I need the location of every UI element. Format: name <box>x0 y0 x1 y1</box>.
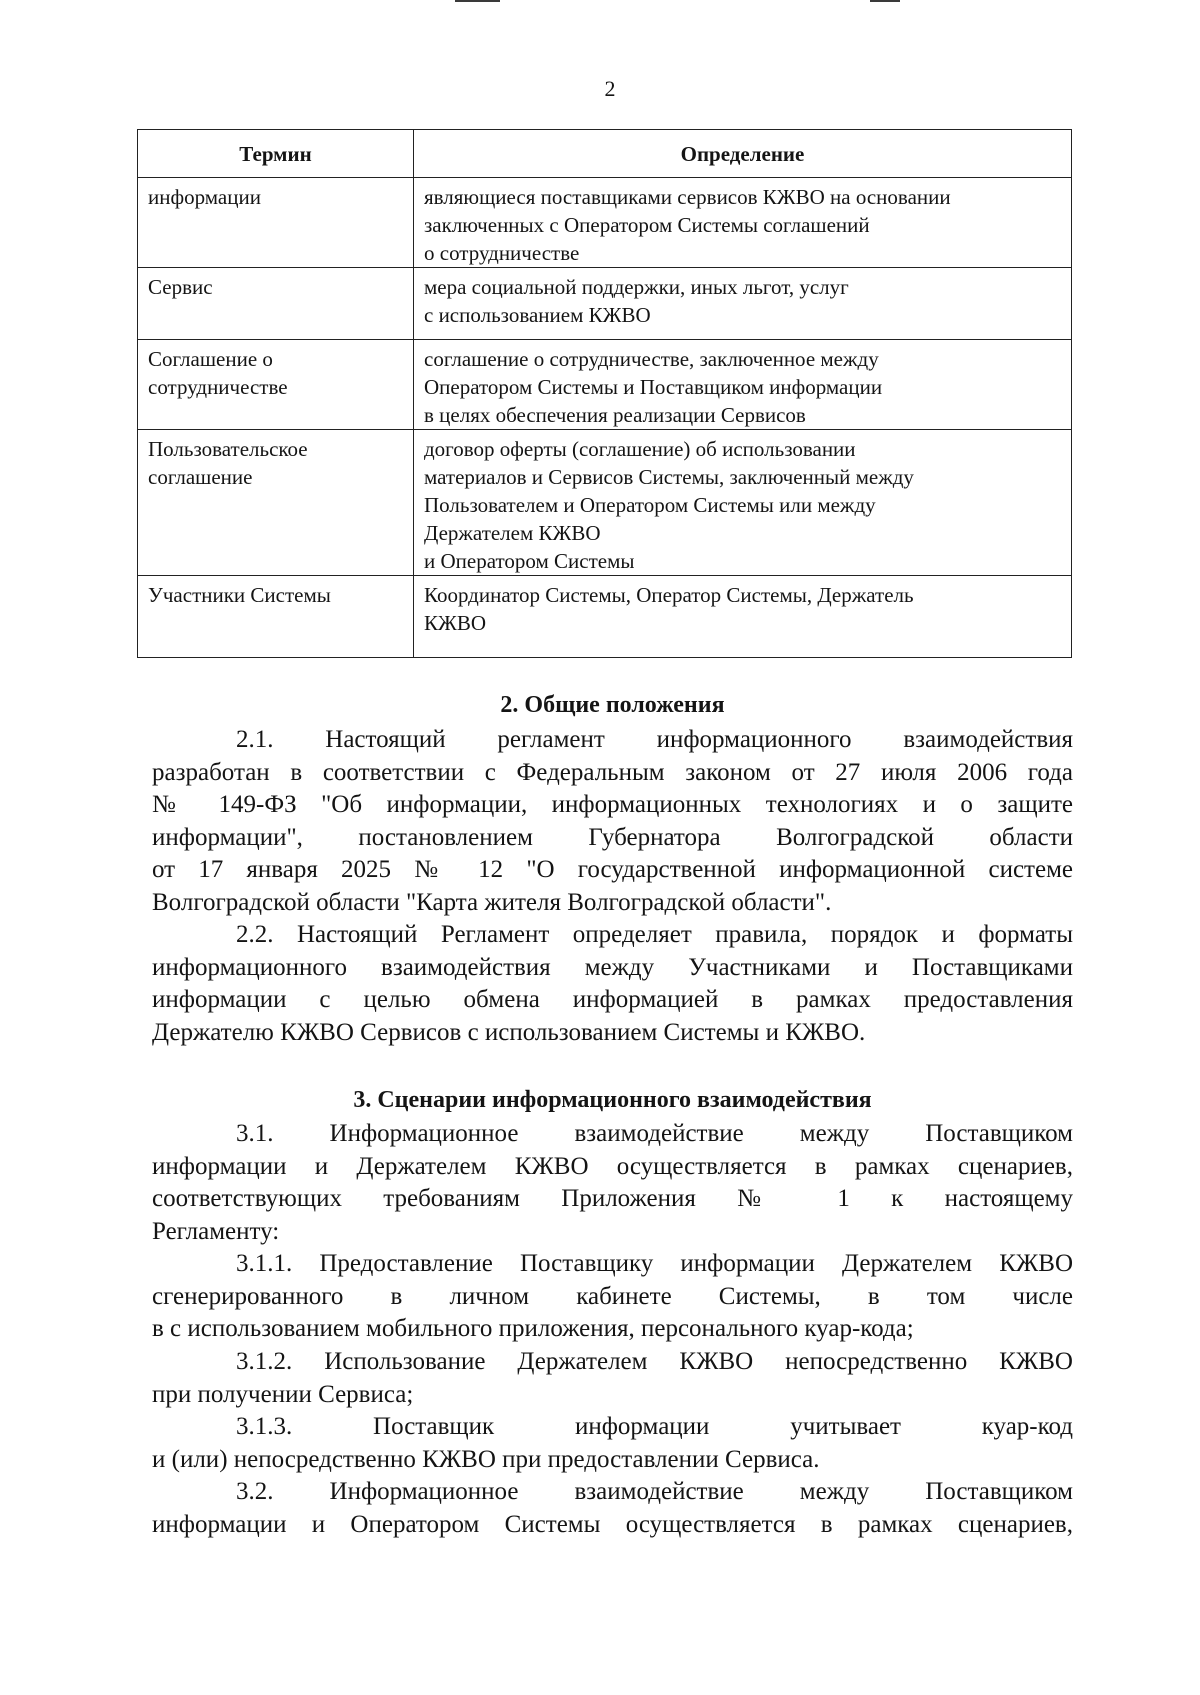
text-line: сгенерированного в личном кабинете Системы, в том числе <box>152 1282 1073 1310</box>
term-cell <box>138 178 414 268</box>
term-cell <box>138 430 414 576</box>
term-line: Пользовательское <box>148 437 308 461</box>
table-header-row <box>138 130 1072 178</box>
term-line: Сервис <box>148 275 213 299</box>
paragraph-2-2 <box>152 919 1073 1049</box>
definition-line: о сотрудничестве <box>424 241 580 265</box>
definition-line: являющиеся поставщиками сервисов КЖВО на основании <box>424 185 951 209</box>
paragraph-3-2 <box>152 1476 1073 1541</box>
text-line: 3.2. Информационное взаимодействие между Поставщиком <box>236 1478 1073 1505</box>
definition-cell <box>414 340 1072 430</box>
paragraph-2-1 <box>152 724 1073 919</box>
table-row <box>138 340 1072 430</box>
definition-line: Пользователем и Оператором Системы или между <box>424 493 876 517</box>
scan-artifact-left <box>455 0 500 2</box>
term-line: информации <box>148 185 261 209</box>
paragraph-3-1-2 <box>152 1346 1073 1411</box>
definition-line: с использованием КЖВО <box>424 303 651 327</box>
definition-line: договор оферты (соглашение) об использовании <box>424 437 856 461</box>
text-line: информации и Оператором Системы осуществляется в рамках сценариев, <box>152 1510 1073 1538</box>
text-line: разработан в соответствии с Федеральным законом от 27 июля 2006 года <box>152 758 1073 786</box>
header-definition: Определение <box>414 130 1072 178</box>
definition-line: Координатор Системы, Оператор Системы, Держатель <box>424 583 914 607</box>
term-line: сотрудничестве <box>148 375 288 399</box>
text-line: в с использованием мобильного приложения, персонального куар-кода; <box>152 1315 914 1342</box>
term-cell <box>138 340 414 430</box>
text-line: Держателю КЖВО Сервисов с использованием Системы и КЖВО. <box>152 1018 866 1046</box>
definition-cell <box>414 430 1072 576</box>
text-line: информации с целью обмена информацией в рамках предоставления <box>152 986 1073 1013</box>
table-row <box>138 268 1072 340</box>
term-line: Соглашение о <box>148 347 273 371</box>
table-row <box>138 576 1072 658</box>
text-line: 2.1. Настоящий регламент информационного взаимодействия <box>236 726 1073 753</box>
text-line: информационного взаимодействия между Участниками и Поставщиками <box>152 953 1073 981</box>
paragraph-3-1 <box>152 1118 1073 1248</box>
definition-cell <box>414 268 1072 340</box>
table-row <box>138 178 1072 268</box>
text-line: 3.1.2. Использование Держателем КЖВО непосредственно КЖВО <box>236 1348 1073 1375</box>
text-line: соответствующих требованиям Приложения № 1 к настоящему <box>152 1185 1073 1212</box>
definition-line: мера социальной поддержки, иных льгот, услуг <box>424 275 849 299</box>
definition-cell <box>414 576 1072 658</box>
term-line: соглашение <box>148 465 253 489</box>
definition-line: соглашение о сотрудничестве, заключенное между <box>424 347 879 371</box>
text-line: информации и Держателем КЖВО осуществляется в рамках сценариев, <box>152 1152 1073 1180</box>
definition-line: и Оператором Системы <box>424 549 635 573</box>
text-line: и (или) непосредственно КЖВО при предоставлении Сервиса. <box>152 1445 820 1473</box>
text-line: при получении Сервиса; <box>152 1380 414 1408</box>
section-2-heading: 2. Общие положения <box>500 692 725 718</box>
section-3-heading: 3. Сценарии информационного взаимодействия <box>353 1087 872 1113</box>
term-line: Участники Системы <box>148 583 331 607</box>
term-cell <box>138 576 414 658</box>
scan-artifact-right <box>870 0 900 2</box>
text-line: 2.2. Настоящий Регламент определяет правила, порядок и форматы <box>236 921 1073 948</box>
term-cell <box>138 268 414 340</box>
definition-line: Оператором Системы и Поставщиком информации <box>424 375 883 399</box>
text-line: № 149-ФЗ "Об информации, информационных технологиях и о защите <box>152 791 1073 818</box>
text-line: информации", постановлением Губернатора Волгоградской области <box>152 823 1073 851</box>
text-line: 3.1. Информационное взаимодействие между Поставщиком <box>236 1120 1073 1147</box>
paragraph-3-1-1 <box>152 1248 1073 1346</box>
table-row <box>138 430 1072 576</box>
text-line: Волгоградской области "Карта жителя Волгоградской области". <box>152 888 832 916</box>
terms-table <box>137 129 1072 658</box>
definition-cell <box>414 178 1072 268</box>
header-term: Термин <box>138 130 414 178</box>
text-line: 3.1.3. Поставщик информации учитывает куар-код <box>236 1413 1073 1440</box>
definition-line: в целях обеспечения реализации Сервисов <box>424 403 806 427</box>
page-number: 2 <box>604 76 616 101</box>
definition-line: КЖВО <box>424 611 486 635</box>
definition-line: Держателем КЖВО <box>424 521 601 545</box>
definition-line: материалов и Сервисов Системы, заключенный между <box>424 465 914 489</box>
text-line: Регламенту: <box>152 1217 280 1245</box>
text-line: 3.1.1. Предоставление Поставщику информации Держателем КЖВО <box>236 1250 1073 1277</box>
paragraph-3-1-3 <box>152 1411 1073 1476</box>
text-line: от 17 января 2025 № 12 "О государственной информационной системе <box>152 856 1073 883</box>
definition-line: заключенных с Оператором Системы соглашений <box>424 213 870 237</box>
